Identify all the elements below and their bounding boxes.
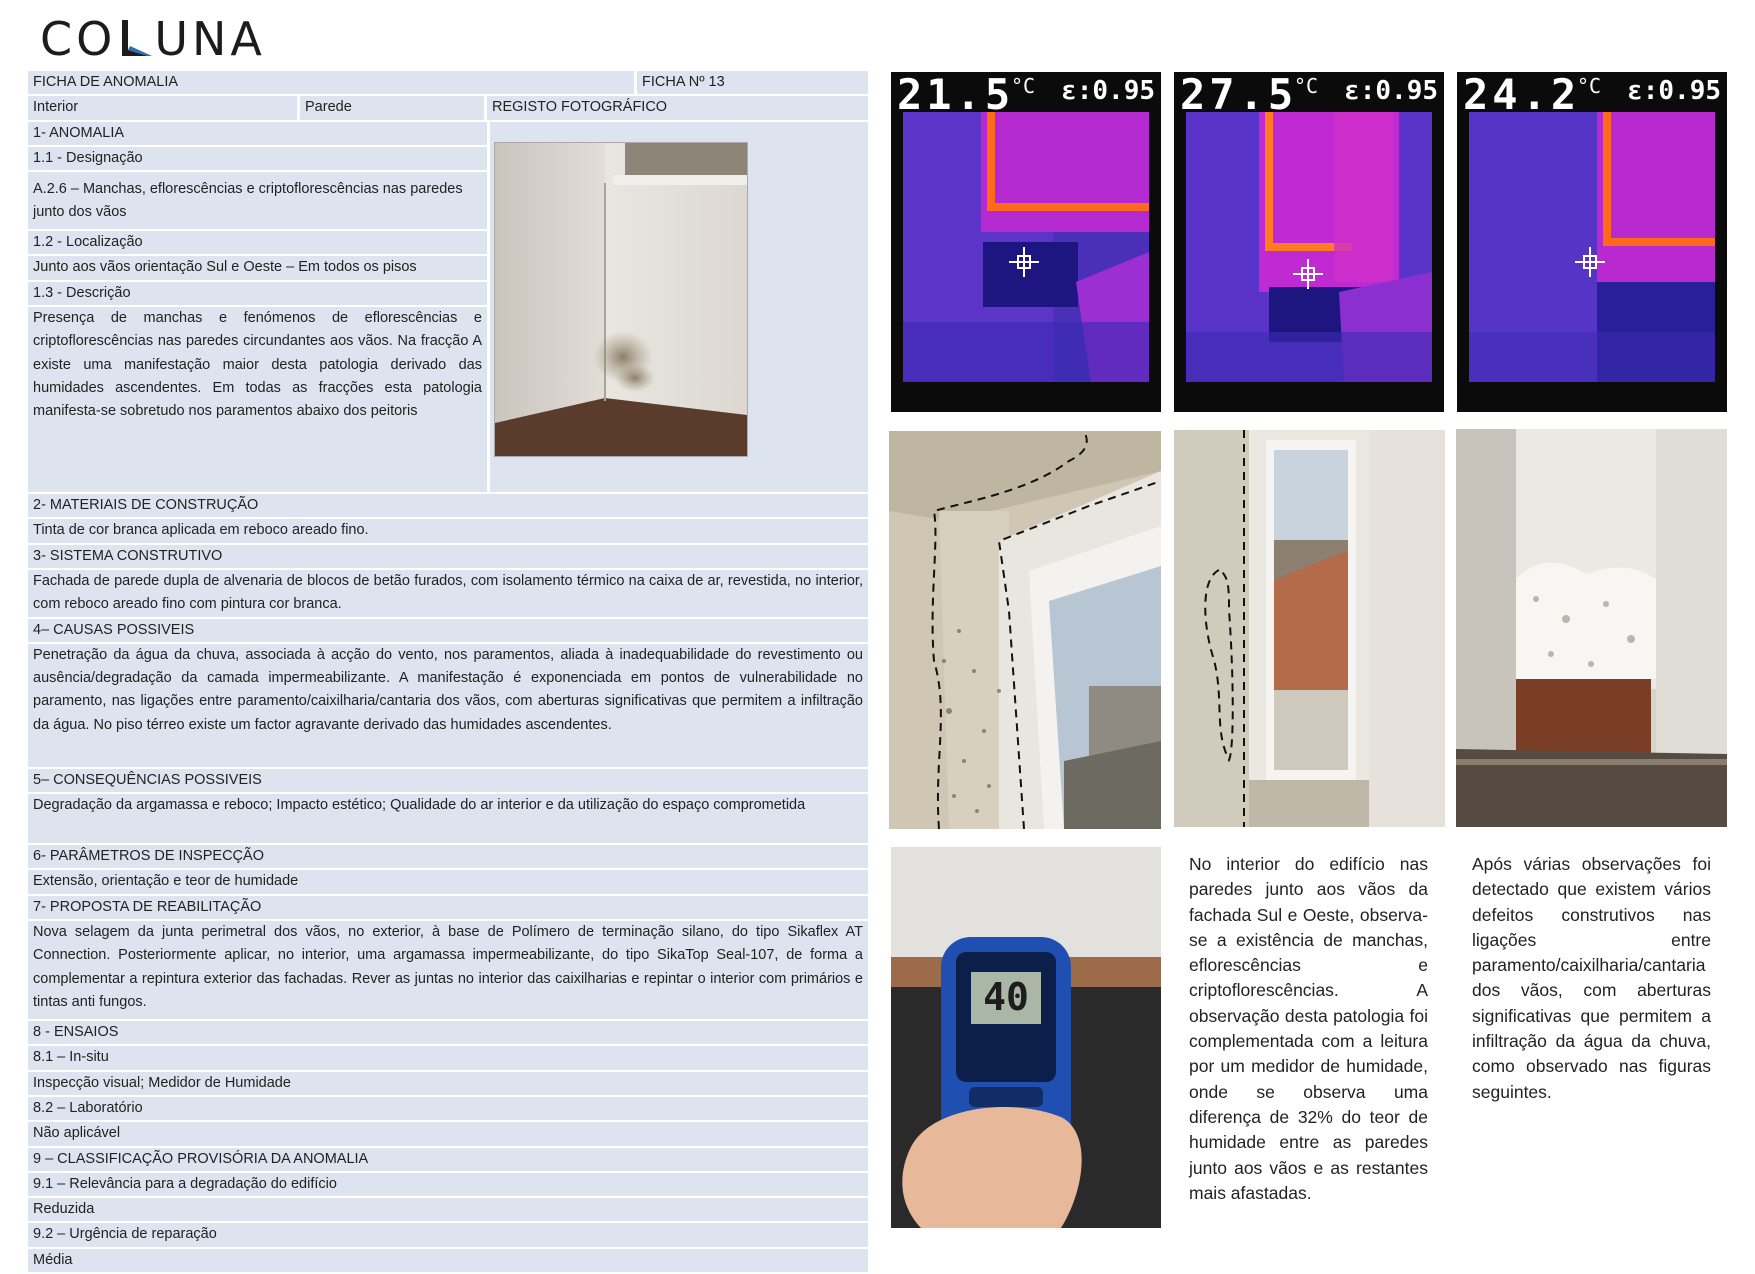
- thermal-temp: 21.5: [897, 72, 1015, 119]
- subsection-title: 1.1 - Designação: [28, 147, 487, 172]
- meter-reading: 40: [983, 975, 1029, 1019]
- section-title: 1- ANOMALIA: [28, 122, 487, 147]
- urgencia-text: Média: [28, 1249, 868, 1274]
- thermal-temp: 27.5: [1180, 72, 1298, 119]
- subsection-title: 9.2 – Urgência de reparação: [28, 1223, 868, 1248]
- section-title: 7- PROPOSTA DE REABILITAÇÃO: [28, 896, 868, 921]
- descricao-text: Presença de manchas e fenómenos de eflorescências e criptoflorescências nas paredes circundantes aos vãos. Na fracção A existe uma manifestação maior desta patologia derivado das humidades ascendentes. Em todas as fracções esta patologia manifesta-se sobretudo nos paramentos abaixo dos peitoris: [28, 307, 487, 494]
- form-location-row: [28, 96, 868, 121]
- section-title: 8 - ENSAIOS: [28, 1021, 868, 1046]
- caption-interior: No interior do edifício nas paredes junto aos vãos da fachada Sul e Oeste, observa-se a existência de manchas, eflorescências e criptoflorescências. A observação desta patologia foi complementada com a leitura por um medidor de humidade, onde se observa uma diferença de 32% do teor de humidade entre as paredes junto aos vãos e as restantes mais afastadas.: [1189, 854, 1428, 1203]
- anomaly-form: [28, 71, 868, 1274]
- registo-photo-cell: [487, 122, 868, 494]
- element-type: Parede: [300, 96, 487, 119]
- parametros-text: Extensão, orientação e teor de humidade: [28, 870, 868, 895]
- relevancia-text: Reduzida: [28, 1198, 868, 1223]
- subsection-title: 1.3 - Descrição: [28, 282, 487, 307]
- section-title: 2- MATERIAIS DE CONSTRUÇÃO: [28, 494, 868, 519]
- thermal-image-2: [1174, 72, 1444, 412]
- logo-text-start: CO: [40, 12, 117, 66]
- thermal-unit: °C: [1294, 74, 1319, 98]
- logo-mark-icon: [118, 18, 152, 58]
- section-title: 5– CONSEQUÊNCIAS POSSIVEIS: [28, 769, 868, 794]
- subsection-title: 8.1 – In-situ: [28, 1046, 868, 1071]
- caption-defects: Após várias observações foi detectado que existem vários defeitos construtivos nas ligações entre paramento/caixilharia/cantaria dos vãos, com aberturas significativas que permitem a infiltração da água da chuva, como observado nas figuras seguintes.: [1472, 854, 1711, 1102]
- laboratorio-text: Não aplicável: [28, 1122, 868, 1147]
- logo-text-end: UNA: [154, 12, 266, 66]
- subsection-title: 1.2 - Localização: [28, 231, 487, 256]
- form-header-row: [28, 71, 868, 96]
- wall-corner-photo: [494, 142, 748, 457]
- brand-logo: [40, 12, 266, 66]
- localizacao-text: Junto aos vãos orientação Sul e Oeste – Em todos os pisos: [28, 256, 487, 281]
- section-title: 9 – CLASSIFICAÇÃO PROVISÓRIA DA ANOMALIA: [28, 1148, 868, 1173]
- materiais-text: Tinta de cor branca aplicada em reboco areado fino.: [28, 519, 868, 544]
- section-title: 4– CAUSAS POSSIVEIS: [28, 619, 868, 644]
- thermal-temp: 24.2: [1463, 72, 1581, 119]
- registo-label: REGISTO FOTOGRÁFICO: [487, 96, 868, 119]
- thermal-image-1: [891, 72, 1161, 412]
- thermal-unit: °C: [1577, 74, 1602, 98]
- section-title: 6- PARÂMETROS DE INSPECÇÃO: [28, 845, 868, 870]
- sistema-text: Fachada de parede dupla de alvenaria de blocos de betão furados, com isolamento térmico na caixa de ar, revestida, no interior, com reboco areado fino com pintura cor branca.: [28, 570, 868, 619]
- section-title: 3- SISTEMA CONSTRUTIVO: [28, 545, 868, 570]
- window-frame-stain-photo: [889, 431, 1161, 829]
- proposta-text: Nova selagem da junta perimetral dos vãos, no exterior, à base de Polímero de terminação silano, do tipo Sikaflex AT Connection. Posteriormente aplicar, no interior, uma argamassa impermeabilizante, do tipo SikaTop Seal-107, de forma a complementar a repintura exterior das fachadas. Rever as juntas no interior das caixilharias e repintar o interior com primários e tintas anti fungos.: [28, 921, 868, 1021]
- narrow-window-photo: [1174, 430, 1445, 827]
- consequencias-text: Degradação da argamassa e reboco; Impacto estético; Qualidade do ar interior e da utilização do espaço comprometida: [28, 794, 868, 845]
- thermal-emissivity: ε:0.95: [1344, 76, 1438, 106]
- insitu-text: Inspecção visual; Medidor de Humidade: [28, 1072, 868, 1097]
- thermal-emissivity: ε:0.95: [1627, 76, 1721, 106]
- thermal-image-3: [1457, 72, 1727, 412]
- thermal-unit: °C: [1011, 74, 1036, 98]
- subsection-title: 8.2 – Laboratório: [28, 1097, 868, 1122]
- designacao-text: A.2.6 – Manchas, eflorescências e criptoflorescências nas paredes junto dos vãos: [28, 172, 487, 231]
- ficha-label: FICHA DE ANOMALIA: [28, 71, 637, 94]
- causas-text: Penetração da água da chuva, associada à acção do vento, nos paramentos, aliada à inadequabilidade do revestimento ou ausência/degradação da camada impermeabilizante. A manifestação é exponenciada em pontos de vulnerabilidade no paramento, nas ligações entre paramento/caixilharia/cantaria dos vãos, com aberturas significativas que permitem a infiltração da água. No piso térreo existe um factor agravante derivado das humidades ascendentes.: [28, 644, 868, 769]
- location-type: Interior: [28, 96, 300, 119]
- ficha-number: FICHA Nº 13: [637, 71, 868, 94]
- thermal-emissivity: ε:0.95: [1061, 76, 1155, 106]
- skirting-damage-photo: [1456, 429, 1727, 827]
- moisture-meter-photo: [891, 847, 1161, 1228]
- subsection-title: 9.1 – Relevância para a degradação do edifício: [28, 1173, 868, 1198]
- section-anomalia: [28, 122, 868, 494]
